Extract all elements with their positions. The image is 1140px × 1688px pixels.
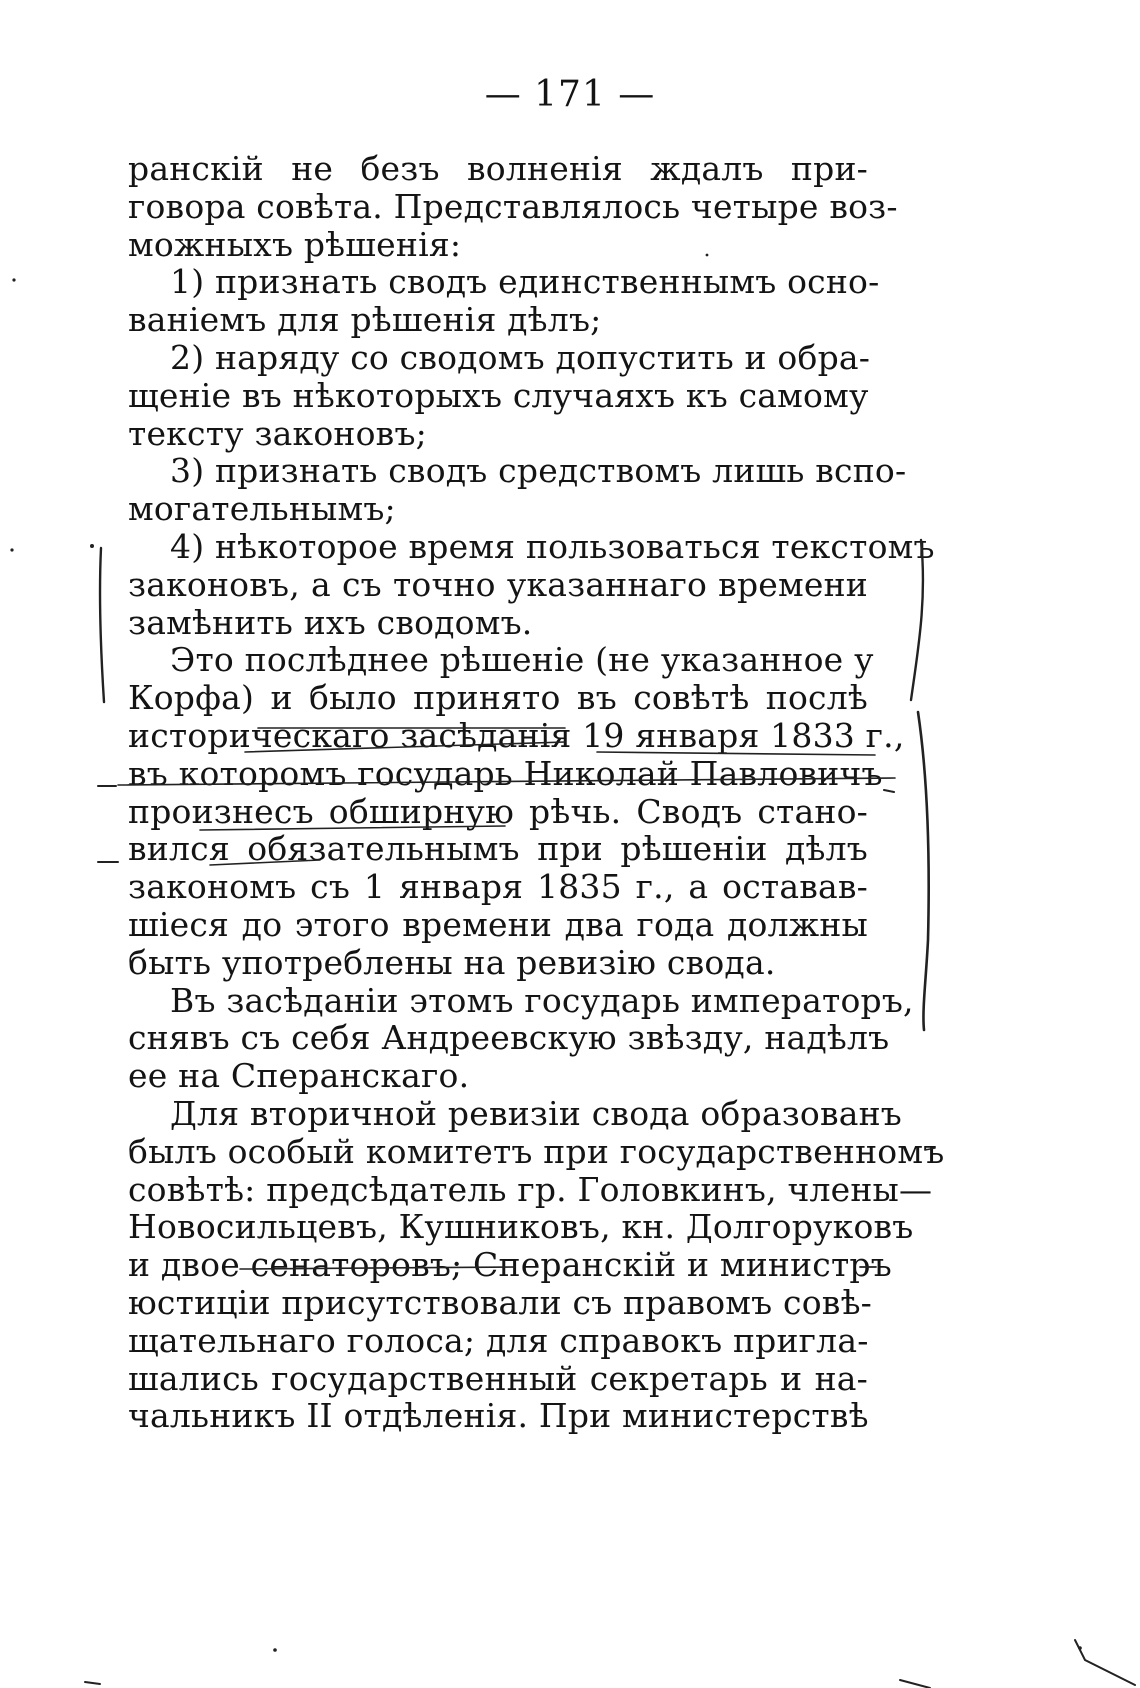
text-line: Это послѣднее рѣшеніе (не указанное у [170,640,874,680]
text-line: юстиціи присутствовали съ правомъ совѣ- [128,1282,873,1322]
stray-mark [900,1680,930,1688]
text-line: историческаго засѣданія 19 января 1833 г., [128,715,905,755]
right-margin-bracket-lower [918,712,929,1030]
text-line: Корфа) и было принято въ совѣтѣ послѣ [128,678,868,718]
text-line: совѣтѣ: предсѣдатель гр. Головкинъ, члены— [128,1169,933,1209]
stray-mark [85,1682,100,1684]
text-line: щеніе въ нѣкоторыхъ случаяхъ къ самому [128,375,869,415]
text-line: шались государственный секретарь и на- [128,1358,868,1398]
text-line: 1) признать сводъ единственнымъ осно- [170,262,880,302]
speck [1078,1646,1082,1650]
body-text [128,149,945,1436]
text-line: шіеся до этого времени два года должны [128,904,868,944]
speck [90,544,94,548]
text-line: и двое сенаторовъ; Сперанскій и министръ [128,1245,892,1285]
speck [273,1648,277,1652]
text-line: былъ особый комитетъ при государственномъ [128,1131,945,1171]
text-line: ранскій не безъ волненія ждалъ при- [128,149,868,188]
left-margin-bracket [100,548,104,702]
speck [12,278,15,281]
text-line: быть употреблены на ревизію свода. [128,942,776,982]
text-line: Для вторичной ревизіи свода образованъ [170,1093,903,1133]
text-line: закономъ съ 1 января 1835 г., а оставав- [128,867,868,907]
text-line: замѣнить ихъ сводомъ. [128,602,533,642]
margin-dash [884,790,894,792]
page-number: — 171 — [484,74,656,115]
text-line: Новосильцевъ, Кушниковъ, кн. Долгоруковъ [128,1207,914,1247]
text-line: въ которомъ государь Николай Павловичъ [128,753,883,793]
text-line: снявъ съ себя Андреевскую звѣзду, надѣлъ [128,1018,890,1058]
text-line: говора совѣта. Представлялось четыре воз- [128,186,898,226]
text-line: могательнымъ; [128,489,396,529]
text-line: ваніемъ для рѣшенія дѣлъ; [128,300,602,340]
speck [10,548,13,551]
stray-mark [1075,1640,1135,1685]
text-line: ее на Сперанскаго. [128,1056,470,1096]
text-line: произнесъ обширную рѣчь. Сводъ стано- [128,791,868,831]
text-line: Въ засѣданіи этомъ государь императоръ, [170,980,914,1020]
text-line: законовъ, а съ точно указаннаго времени [128,564,868,604]
text-line: тексту законовъ; [128,413,427,453]
text-line: вился обязательнымъ при рѣшеніи дѣлъ [128,829,868,869]
text-line: чальникъ II отдѣленія. При министерствѣ [128,1396,869,1436]
text-line: 2) наряду со сводомъ допустить и обра- [170,337,871,377]
text-line: 4) нѣкоторое время пользоваться текстомъ [170,526,935,566]
text-line: щательнаго голоса; для справокъ пригла- [128,1320,869,1360]
text-line: 3) признать сводъ средствомъ лишь вспо- [170,451,907,491]
text-line: можныхъ рѣшенія: [128,224,462,264]
